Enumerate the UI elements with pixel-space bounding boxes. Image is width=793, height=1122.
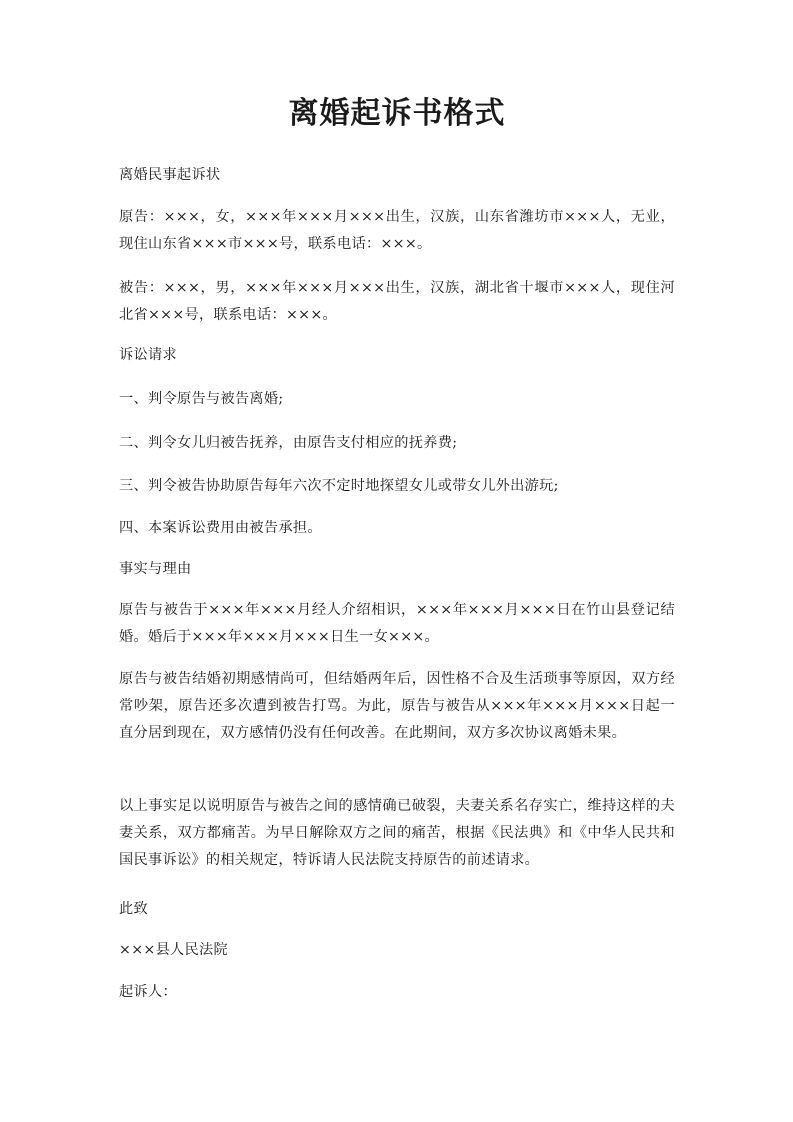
claim-item: 一、判令原告与被告离婚;	[119, 391, 284, 407]
document-title: 离婚起诉书格式	[288, 96, 506, 131]
claim-item: 四、本案诉讼费用由被告承担。	[119, 520, 322, 536]
document-heading: 离婚民事起诉状	[119, 167, 221, 183]
claim-item: 三、判令被告协助原告每年六次不定时地探望女儿或带女儿外出游玩;	[119, 478, 559, 494]
closing-salutation: 此致	[119, 901, 148, 917]
defendant-info: 被告：×××，男，×××年×××月×××出生，汉族，湖北省十堰市×××人，现住河北省×××号，联系电话：×××。	[119, 280, 675, 323]
facts-heading: 事实与理由	[119, 561, 192, 577]
facts-paragraph: 原告与被告于×××年×××月经人介绍相识，×××年×××月×××日在竹山县登记结婚。婚后于×××年×××月×××日生一女×××。	[119, 602, 675, 645]
court-name: ×××县人民法院	[119, 942, 229, 958]
claim-item: 二、判令女儿归被告抚养，由原告支付相应的抚养费;	[119, 435, 458, 451]
facts-paragraph: 以上事实足以说明原告与被告之间的感情确已破裂，夫妻关系名存实亡，维持这样的夫妻关系，双方都痛苦。为早日解除双方之间的痛苦，根据《民法典》和《中华人民共和国民事诉讼》的相关规定，特诉请人民法院支持原告的前述请求。	[119, 798, 675, 868]
plaintiff-signature: 起诉人：	[119, 984, 177, 1000]
claims-heading: 诉讼请求	[119, 347, 177, 363]
plaintiff-info: 原告：×××，女，×××年×××月×××出生，汉族，山东省潍坊市×××人，无业，现住山东省×××市×××号，联系电话：×××。	[119, 209, 675, 252]
facts-paragraph: 原告与被告结婚初期感情尚可，但结婚两年后，因性格不合及生活琐事等原因，双方经常吵架，原告还多次遭到被告打骂。为此，原告与被告从×××年×××月×××日起一直分居到现在，双方感情仍没有任何改善。在此期间，双方多次协议离婚未果。	[119, 671, 675, 741]
